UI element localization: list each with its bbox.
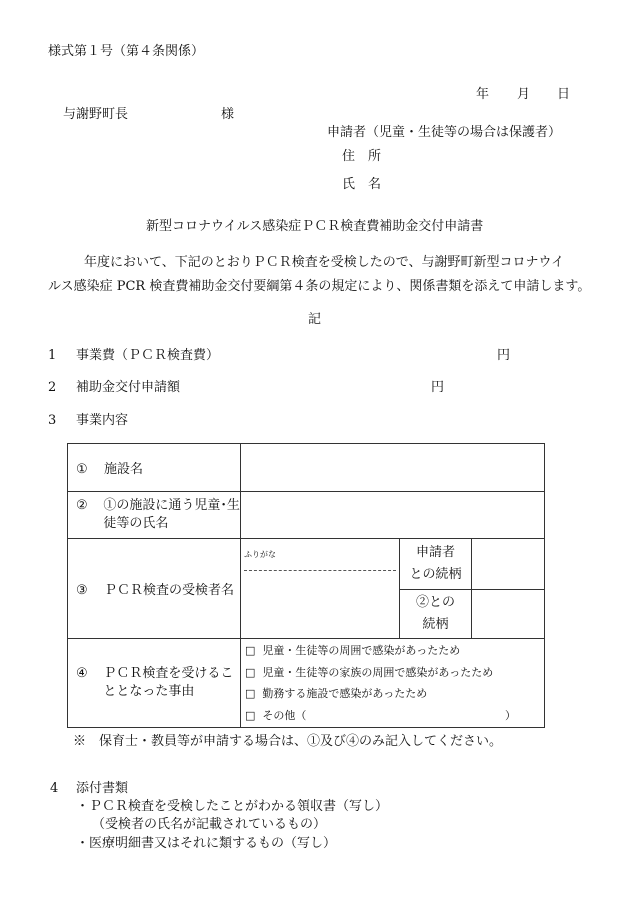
checkbox-icon[interactable]: □ [245,687,256,700]
item-1-unit: 円 [497,348,511,363]
item-1-label: 事業費（ＰＣＲ検査費） [76,348,220,363]
date-month-label: 月 [517,87,531,102]
relation-applicant-input-cell[interactable] [472,539,545,590]
ki-marker: 記 [308,312,322,327]
table-row-examinee-1 [68,539,545,590]
attachment-item-1: ・ＰＣＲ検査を受検したことがわかる領収書（写し） [76,799,389,814]
item-1-number: 1 [48,348,57,363]
examinee-name-input-cell[interactable] [241,539,400,639]
table-row-reason [68,639,545,728]
row2-number: ② [76,498,88,513]
applicant-address-label: 住 所 [342,149,382,164]
relation-child-line2: 続柄 [422,617,449,632]
reason-option-1-label: 児童・生徒等の周囲で感染があったため [262,644,461,657]
addressee-name: 与謝野町長 [63,107,129,122]
item-2-unit: 円 [431,380,445,395]
checkbox-icon[interactable]: □ [245,644,256,657]
row2-label: ①の施設に通う児童･生徒等の氏名 [103,498,240,531]
reason-option-4[interactable] [241,705,544,727]
row4-number: ④ [76,666,88,681]
reason-option-1[interactable] [241,640,544,662]
relation-child-line1: ②との [415,595,455,610]
relation-child-input-cell[interactable] [472,590,545,639]
table-row-facility [68,444,545,492]
reason-option-3-label: 勤務する施設で感染があったため [262,687,428,700]
examinee-label-cell [68,539,241,639]
body-text-line2: ルス感染症 PCR 検査費補助金交付要綱第４条の規定により、関係書類を添えて申請します。 [48,279,591,294]
row3-label: ＰＣＲ検査の受検者名 [104,583,235,598]
document-title: 新型コロナウイルス感染症ＰＣＲ検査費補助金交付申請書 [146,219,484,234]
reason-other-close-paren: ） [505,708,517,722]
checkbox-icon[interactable]: □ [245,665,256,679]
relation-child-label-cell [400,590,472,639]
reason-option-2-label: 児童・生徒等の家族の周囲で感染があったため [262,665,494,679]
date-year-label: 年 [476,87,490,102]
relation-applicant-label-cell [400,539,472,590]
reason-option-4-label: その他（ [262,708,307,722]
item-3-number: 3 [48,413,57,428]
attachment-item-1-note: （受検者の氏名が記載されているもの） [92,817,327,832]
furigana-divider [244,570,396,571]
relation-applicant-line1: 申請者 [415,545,455,560]
item-2-label: 補助金交付申請額 [76,380,181,395]
attachments-number: 4 [50,781,59,796]
checkbox-icon[interactable]: □ [245,708,256,722]
facility-input-cell[interactable] [241,444,545,492]
relation-applicant-line2: との続柄 [409,567,462,582]
body-text-line1: 年度において、下記のとおりＰＣＲ検査を受検したので、与謝野町新型コロナウイ [84,255,565,270]
item-3-label: 事業内容 [76,413,129,428]
table-row-child-name [68,492,545,539]
reason-options-cell [241,639,545,728]
attachment-item-2: ・医療明細書又はそれに類するもの（写し） [76,836,337,851]
row1-label: 施設名 [104,462,144,477]
addressee-honorific: 様 [221,107,235,122]
row4-label: ＰＣＲ検査を受けることとなった事由 [103,666,234,699]
reason-label-cell [68,639,241,728]
row1-number: ① [76,462,88,477]
child-name-input-cell[interactable] [241,492,545,539]
applicant-name-label: 氏 名 [342,177,382,192]
table-note: ※ 保育士・教員等が申請する場合は、①及び④のみ記入してください。 [73,734,503,749]
row3-number: ③ [76,583,88,598]
furigana-label: ふりがな [244,550,276,559]
facility-label-cell [68,444,241,492]
item-2-number: 2 [48,380,57,395]
applicant-label: 申請者（児童・生徒等の場合は保護者） [327,125,562,140]
business-content-table [67,443,545,728]
date-day-label: 日 [557,87,571,102]
reason-option-3[interactable] [241,683,544,705]
form-number: 様式第１号（第４条関係） [48,44,205,59]
child-name-label-cell [68,492,241,539]
reason-option-2[interactable] [241,662,544,684]
attachments-heading: 添付書類 [76,781,129,796]
